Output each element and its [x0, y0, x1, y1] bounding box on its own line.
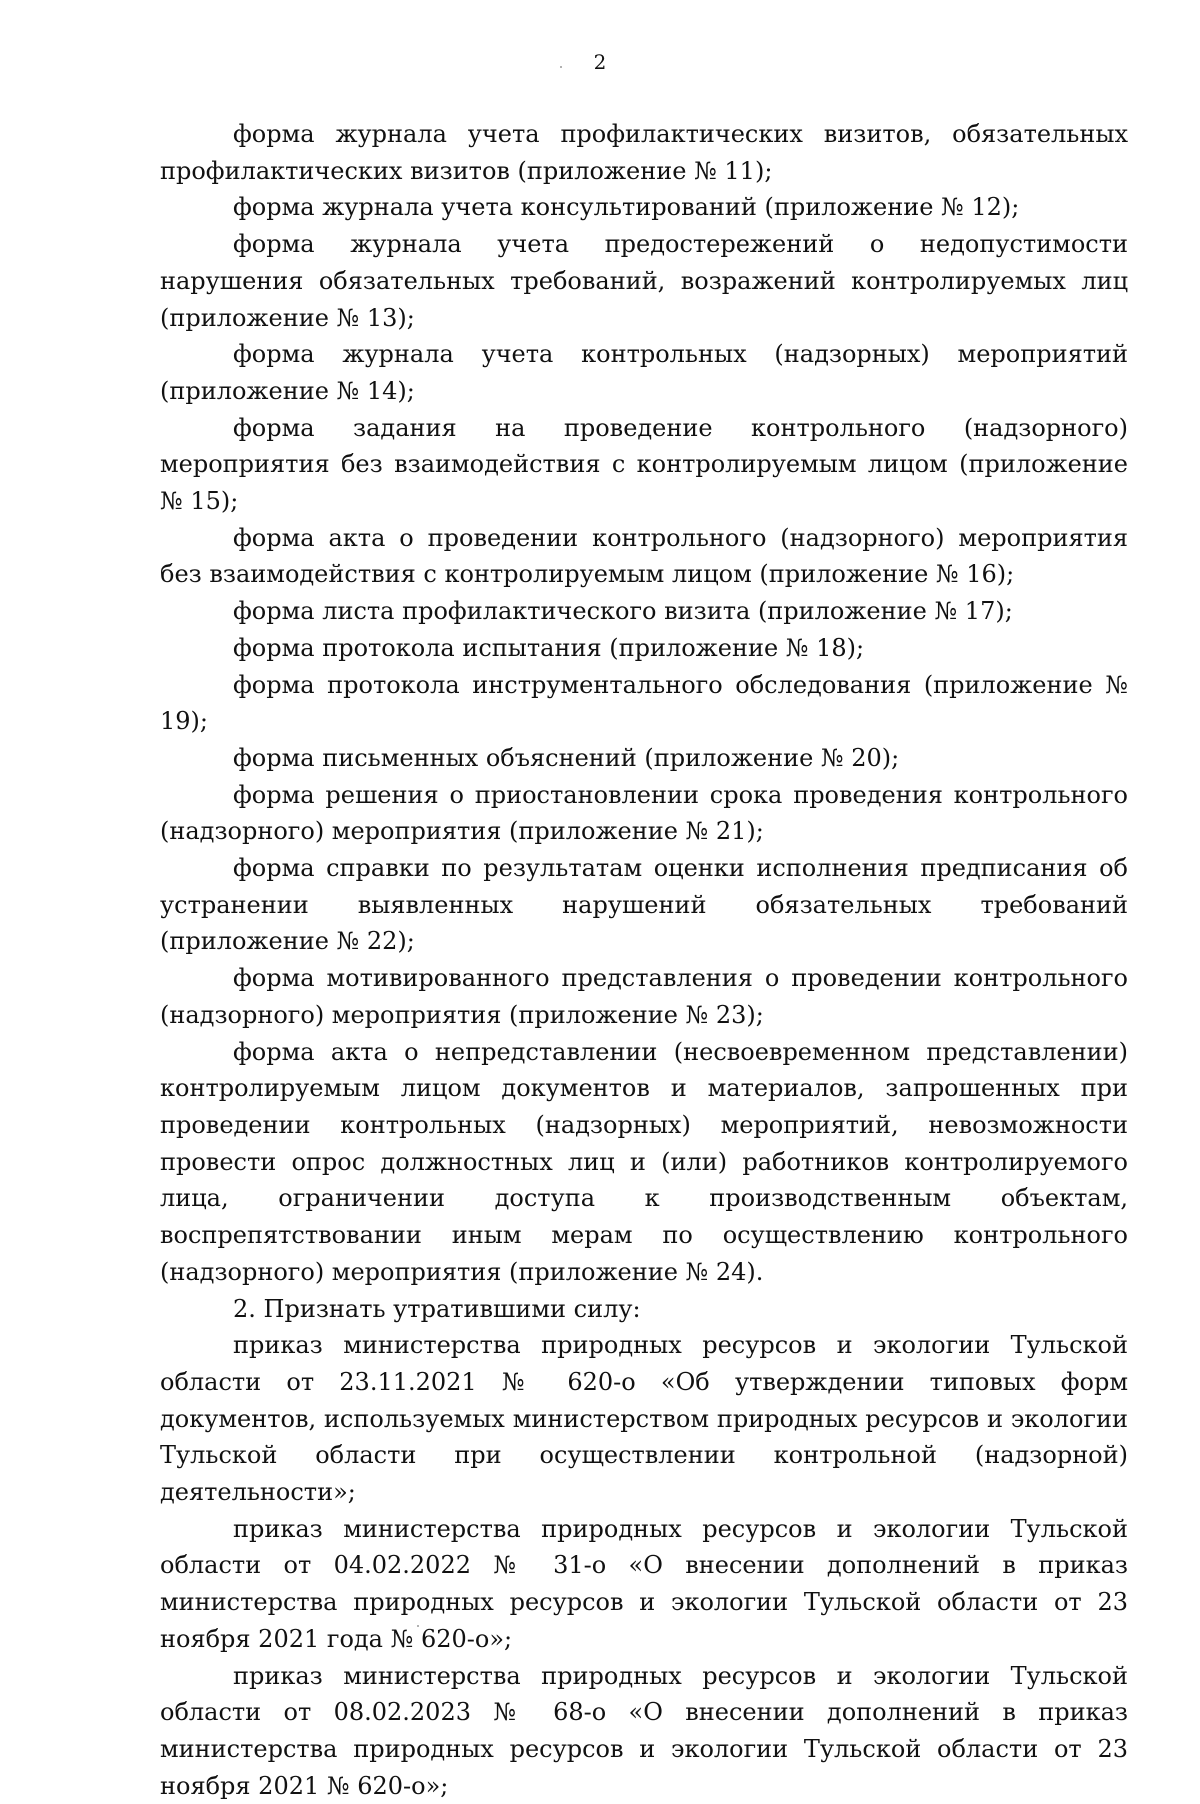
- document-body: [160, 116, 1128, 1804]
- paragraph: форма письменных объяснений (приложение № 20);: [233, 743, 900, 772]
- paragraph: форма протокола испытания (приложение № 18);: [233, 633, 865, 662]
- paragraph: форма журнала учета предостережений о недопустимости нарушения обязательных требований, возражений контролируемых лиц (приложение № 13);: [160, 230, 1128, 332]
- paragraph: форма протокола инструментального обследования (приложение № 19);: [160, 670, 1128, 736]
- paragraph: форма задания на проведение контрольного (надзорного) мероприятия без взаимодействия с контролируемым лицом (приложение № 15);: [160, 413, 1128, 516]
- paragraph: форма журнала учета профилактических визитов, обязательных профилактических визитов (приложение № 11);: [160, 120, 1128, 185]
- paragraph: форма журнала учета консультирований (приложение № 12);: [233, 193, 1020, 222]
- paragraph: форма акта о непредставлении (несвоевременном представлении) контролируемым лицом документов и материалов, запрошенных при проведении контрольных (надзорных) мероприятий, невозможности провести опрос должностных лиц и (или) работников контролируемого лица, ограничении доступа к производственным объектам, воспрепятствовании иным мерам по осуществлению контрольного (надзорного) мероприятия (приложение № 24).: [160, 1037, 1128, 1286]
- paragraph: форма акта о проведении контрольного (надзорного) мероприятия без взаимодействия с контролируемым лицом (приложение № 16);: [160, 523, 1128, 589]
- paragraph: форма решения о приостановлении срока проведения контрольного (надзорного) мероприятия (приложение № 21);: [160, 780, 1128, 846]
- paragraph: приказ министерства природных ресурсов и экологии Тульской области от 08.02.2023 № 68-о «О внесении дополнений в приказ министерства природных ресурсов и экологии Тульской области от 23 ноября 2021 № 620-о»;: [160, 1661, 1128, 1800]
- paragraph: форма журнала учета контрольных (надзорных) мероприятий (приложение № 14);: [160, 340, 1128, 405]
- paragraph: приказ министерства природных ресурсов и экологии Тульской области от 04.02.2022 № 31-о «О внесении дополнений в приказ министерства природных ресурсов и экологии Тульской области от 23 ноября 2021 года № 620-о»;: [160, 1514, 1128, 1653]
- paragraph: форма справки по результатам оценки исполнения предписания об устранении выявленных нарушений обязательных требований (приложение № 22);: [160, 854, 1128, 956]
- paragraph: приказ министерства природных ресурсов и экологии Тульской области от 23.11.2021 № 620-о «Об утверждении типовых форм документов, используемых министерством природных ресурсов и экологии Тульской области при осуществлении контрольной (надзорной) деятельности»;: [160, 1331, 1128, 1507]
- paragraph: форма листа профилактического визита (приложение № 17);: [233, 597, 1013, 626]
- paragraph: 2. Признать утратившими силу:: [233, 1294, 641, 1323]
- page-number: 2: [593, 50, 607, 74]
- paragraph: форма мотивированного представления о проведении контрольного (надзорного) мероприятия (приложение № 23);: [160, 964, 1128, 1029]
- scan-speck: [560, 66, 562, 68]
